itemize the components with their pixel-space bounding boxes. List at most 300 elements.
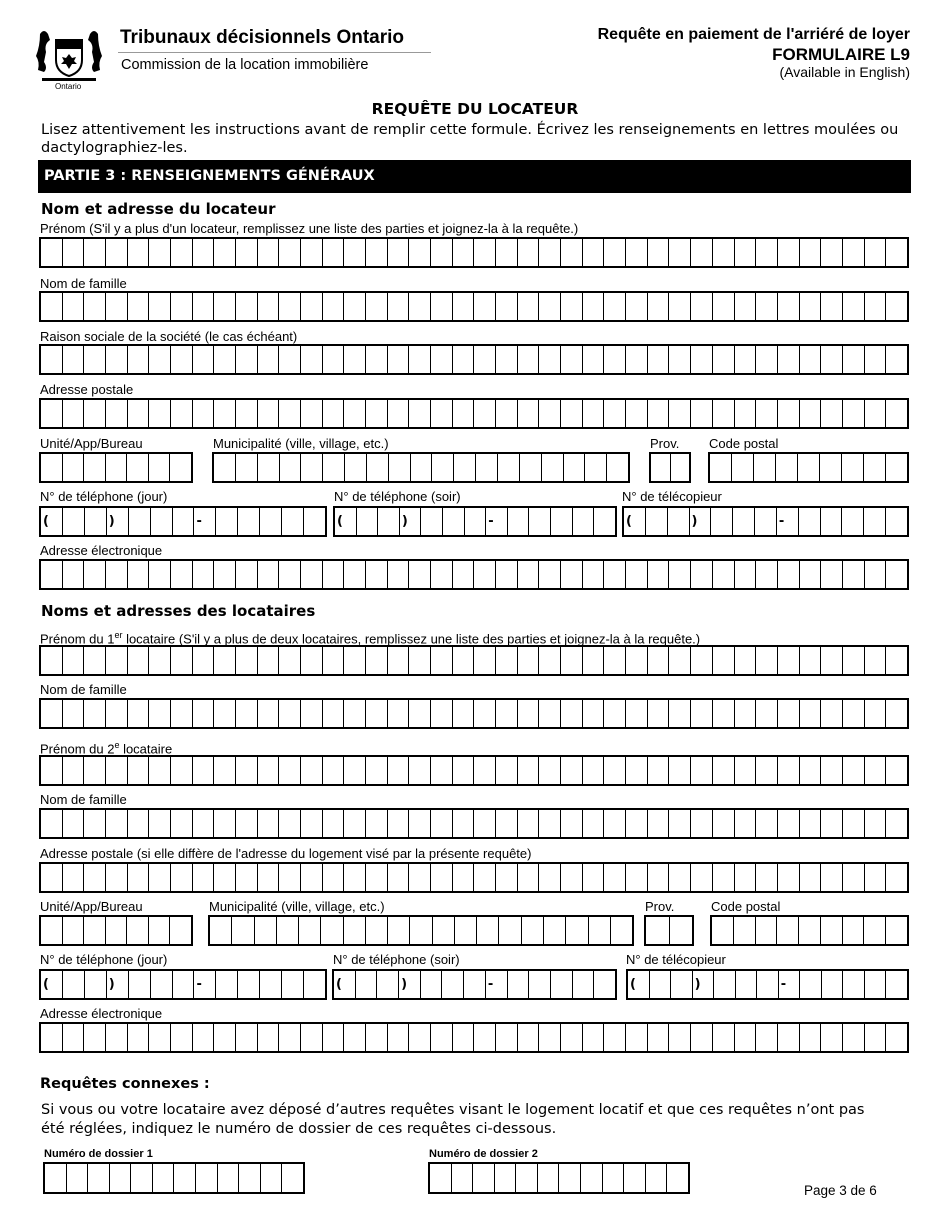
tenant-unit-field[interactable] [39,915,193,946]
char-box[interactable] [713,237,735,268]
digit-box[interactable] [151,969,173,1000]
char-box[interactable] [669,808,691,839]
char-box[interactable] [474,344,496,375]
char-box[interactable] [735,755,757,786]
char-box[interactable] [41,698,63,729]
char-box[interactable] [539,1022,561,1053]
char-box[interactable] [127,452,149,483]
char-box[interactable] [344,755,366,786]
char-box[interactable] [518,398,540,429]
tenant-phone-day-field[interactable] [39,969,327,1000]
char-box[interactable] [886,291,909,322]
digit-box[interactable] [85,969,107,1000]
digit-box[interactable] [260,506,282,537]
char-box[interactable] [279,344,301,375]
char-box[interactable] [453,698,475,729]
char-box[interactable] [518,559,540,590]
char-box[interactable] [301,452,323,483]
char-box[interactable] [886,237,909,268]
digit-box[interactable] [573,506,595,537]
char-box[interactable] [388,398,410,429]
char-box[interactable] [518,808,540,839]
char-box[interactable] [604,291,626,322]
digit-box[interactable] [711,506,733,537]
char-box[interactable] [821,1022,843,1053]
char-box[interactable] [496,237,518,268]
digit-box[interactable] [800,969,822,1000]
char-box[interactable] [433,915,455,946]
char-box[interactable] [798,452,820,483]
char-box[interactable] [321,915,343,946]
digit-box[interactable] [821,506,843,537]
char-box[interactable] [84,862,106,893]
char-box[interactable] [756,344,778,375]
char-box[interactable] [128,645,150,676]
char-box[interactable] [713,808,735,839]
char-box[interactable] [589,915,611,946]
char-box[interactable] [843,398,865,429]
char-box[interactable] [539,237,561,268]
char-box[interactable] [366,291,388,322]
digit-box[interactable] [864,506,886,537]
char-box[interactable] [84,645,106,676]
char-box[interactable] [323,559,345,590]
char-box[interactable] [583,237,605,268]
landlord-company-field[interactable] [39,344,909,375]
char-box[interactable] [453,237,475,268]
char-box[interactable] [821,808,843,839]
char-box[interactable] [236,452,258,483]
char-box[interactable] [239,1162,261,1194]
char-box[interactable] [258,291,280,322]
char-box[interactable] [843,808,865,839]
char-box[interactable] [886,344,909,375]
char-box[interactable] [800,237,822,268]
char-box[interactable] [431,698,453,729]
char-box[interactable] [735,237,757,268]
char-box[interactable] [149,915,171,946]
char-box[interactable] [669,1022,691,1053]
char-box[interactable] [301,645,323,676]
char-box[interactable] [518,755,540,786]
digit-box[interactable] [508,506,530,537]
char-box[interactable] [865,808,887,839]
char-box[interactable] [214,698,236,729]
char-box[interactable] [344,291,366,322]
digit-box[interactable] [282,506,304,537]
landlord-fax-field[interactable] [622,506,909,537]
char-box[interactable] [255,915,277,946]
char-box[interactable] [279,755,301,786]
char-box[interactable] [41,398,63,429]
digit-box[interactable] [671,969,693,1000]
char-box[interactable] [778,808,800,839]
digit-box[interactable] [799,506,821,537]
char-box[interactable] [518,237,540,268]
char-box[interactable] [279,862,301,893]
char-box[interactable] [323,1022,345,1053]
char-box[interactable] [41,915,63,946]
char-box[interactable] [409,237,431,268]
char-box[interactable] [646,1162,668,1194]
char-box[interactable] [756,1022,778,1053]
char-box[interactable] [583,698,605,729]
char-box[interactable] [713,559,735,590]
phone-separator[interactable]: ) [690,506,712,537]
char-box[interactable] [843,698,865,729]
char-box[interactable] [344,559,366,590]
char-box[interactable] [713,755,735,786]
char-box[interactable] [88,1162,110,1194]
char-box[interactable] [258,452,280,483]
char-box[interactable] [843,915,865,946]
char-box[interactable] [106,915,128,946]
phone-separator[interactable]: - [194,969,216,1000]
phone-separator[interactable]: ( [335,506,357,537]
char-box[interactable] [366,645,388,676]
char-box[interactable] [498,452,520,483]
char-box[interactable] [171,645,193,676]
char-box[interactable] [236,808,258,839]
char-box[interactable] [106,862,128,893]
digit-box[interactable] [594,506,617,537]
char-box[interactable] [258,398,280,429]
char-box[interactable] [496,862,518,893]
char-box[interactable] [106,291,128,322]
char-box[interactable] [258,755,280,786]
char-box[interactable] [843,237,865,268]
char-box[interactable] [713,645,735,676]
char-box[interactable] [566,915,588,946]
char-box[interactable] [474,398,496,429]
char-box[interactable] [344,808,366,839]
char-box[interactable] [496,559,518,590]
char-box[interactable] [583,755,605,786]
char-box[interactable] [345,452,367,483]
char-box[interactable] [756,291,778,322]
digit-box[interactable] [465,506,487,537]
char-box[interactable] [171,862,193,893]
char-box[interactable] [193,755,215,786]
char-box[interactable] [41,645,63,676]
char-box[interactable] [539,398,561,429]
char-box[interactable] [193,698,215,729]
char-box[interactable] [691,1022,713,1053]
digit-box[interactable] [378,506,400,537]
tenant-phone-eve-field[interactable] [332,969,617,1000]
char-box[interactable] [800,344,822,375]
char-box[interactable] [258,862,280,893]
char-box[interactable] [604,755,626,786]
char-box[interactable] [886,755,909,786]
digit-box[interactable] [173,969,195,1000]
char-box[interactable] [388,808,410,839]
char-box[interactable] [41,1022,63,1053]
landlord-first-name-field[interactable] [39,237,909,268]
char-box[interactable] [496,291,518,322]
char-box[interactable] [843,645,865,676]
char-box[interactable] [301,808,323,839]
char-box[interactable] [539,698,561,729]
char-box[interactable] [344,344,366,375]
char-box[interactable] [800,398,822,429]
char-box[interactable] [648,291,670,322]
char-box[interactable] [63,237,85,268]
phone-separator[interactable]: - [486,969,508,1000]
char-box[interactable] [734,915,756,946]
char-box[interactable] [691,862,713,893]
char-box[interactable] [149,398,171,429]
char-box[interactable] [756,862,778,893]
char-box[interactable] [279,808,301,839]
char-box[interactable] [648,398,670,429]
char-box[interactable] [193,398,215,429]
char-box[interactable] [431,237,453,268]
char-box[interactable] [671,452,692,483]
char-box[interactable] [474,645,496,676]
char-box[interactable] [193,808,215,839]
digit-box[interactable] [216,506,238,537]
digit-box[interactable] [551,969,573,1000]
char-box[interactable] [410,915,432,946]
char-box[interactable] [453,344,475,375]
char-box[interactable] [128,755,150,786]
char-box[interactable] [474,559,496,590]
char-box[interactable] [604,862,626,893]
digit-box[interactable] [843,969,865,1000]
char-box[interactable] [626,559,648,590]
char-box[interactable] [409,559,431,590]
char-box[interactable] [474,698,496,729]
char-box[interactable] [732,452,754,483]
char-box[interactable] [232,915,254,946]
char-box[interactable] [843,1022,865,1053]
landlord-phone-eve-field[interactable] [333,506,617,537]
char-box[interactable] [756,559,778,590]
char-box[interactable] [388,1022,410,1053]
char-box[interactable] [886,645,909,676]
char-box[interactable] [409,291,431,322]
char-box[interactable] [193,559,215,590]
char-box[interactable] [214,398,236,429]
char-box[interactable] [583,398,605,429]
char-box[interactable] [583,559,605,590]
char-box[interactable] [214,645,236,676]
char-box[interactable] [713,1022,735,1053]
char-box[interactable] [604,398,626,429]
char-box[interactable] [411,452,433,483]
char-box[interactable] [626,862,648,893]
digit-box[interactable] [886,506,909,537]
digit-box[interactable] [443,506,465,537]
char-box[interactable] [63,344,85,375]
char-box[interactable] [170,452,193,483]
char-box[interactable] [149,645,171,676]
char-box[interactable] [409,398,431,429]
digit-box[interactable] [260,969,282,1000]
char-box[interactable] [106,398,128,429]
char-box[interactable] [474,237,496,268]
char-box[interactable] [236,559,258,590]
digit-box[interactable] [755,506,777,537]
char-box[interactable] [626,344,648,375]
digit-box[interactable] [282,969,304,1000]
char-box[interactable] [366,559,388,590]
char-box[interactable] [691,291,713,322]
char-box[interactable] [193,1022,215,1053]
char-box[interactable] [388,698,410,729]
char-box[interactable] [474,755,496,786]
char-box[interactable] [800,808,822,839]
phone-separator[interactable]: ) [107,506,129,537]
digit-box[interactable] [650,969,672,1000]
char-box[interactable] [149,698,171,729]
char-box[interactable] [843,755,865,786]
char-box[interactable] [388,559,410,590]
char-box[interactable] [496,645,518,676]
char-box[interactable] [518,344,540,375]
char-box[interactable] [754,452,776,483]
char-box[interactable] [561,344,583,375]
digit-box[interactable] [529,506,551,537]
char-box[interactable] [84,808,106,839]
char-box[interactable] [648,698,670,729]
char-box[interactable] [559,1162,581,1194]
char-box[interactable] [301,862,323,893]
char-box[interactable] [735,645,757,676]
char-box[interactable] [388,915,410,946]
char-box[interactable] [193,291,215,322]
char-box[interactable] [63,862,85,893]
char-box[interactable] [323,237,345,268]
char-box[interactable] [626,645,648,676]
char-box[interactable] [279,237,301,268]
char-box[interactable] [713,398,735,429]
char-box[interactable] [344,237,366,268]
char-box[interactable] [279,645,301,676]
char-box[interactable] [236,862,258,893]
char-box[interactable] [41,808,63,839]
char-box[interactable] [821,559,843,590]
char-box[interactable] [323,452,345,483]
tenant1-first-name-field[interactable] [39,645,909,676]
char-box[interactable] [432,452,454,483]
char-box[interactable] [474,1022,496,1053]
char-box[interactable] [864,452,886,483]
char-box[interactable] [430,1162,452,1194]
char-box[interactable] [561,698,583,729]
char-box[interactable] [670,915,695,946]
char-box[interactable] [581,1162,603,1194]
char-box[interactable] [583,1022,605,1053]
char-box[interactable] [710,452,732,483]
char-box[interactable] [518,291,540,322]
digit-box[interactable] [238,506,260,537]
digit-box[interactable] [304,969,327,1000]
char-box[interactable] [667,1162,690,1194]
char-box[interactable] [564,452,586,483]
char-box[interactable] [279,559,301,590]
char-box[interactable] [106,808,128,839]
char-box[interactable] [344,645,366,676]
char-box[interactable] [171,344,193,375]
char-box[interactable] [669,398,691,429]
char-box[interactable] [388,344,410,375]
digit-box[interactable] [216,969,238,1000]
char-box[interactable] [409,698,431,729]
char-box[interactable] [496,398,518,429]
char-box[interactable] [41,291,63,322]
char-box[interactable] [261,1162,283,1194]
char-box[interactable] [214,1022,236,1053]
char-box[interactable] [277,915,299,946]
char-box[interactable] [236,398,258,429]
landlord-last-name-field[interactable] [39,291,909,322]
char-box[interactable] [279,291,301,322]
char-box[interactable] [648,645,670,676]
char-box[interactable] [323,344,345,375]
char-box[interactable] [691,755,713,786]
char-box[interactable] [499,915,521,946]
digit-box[interactable] [173,506,195,537]
char-box[interactable] [669,344,691,375]
char-box[interactable] [388,291,410,322]
char-box[interactable] [193,862,215,893]
char-box[interactable] [778,291,800,322]
char-box[interactable] [713,698,735,729]
char-box[interactable] [626,698,648,729]
char-box[interactable] [669,291,691,322]
digit-box[interactable] [594,969,617,1000]
char-box[interactable] [127,915,149,946]
digit-box[interactable] [668,506,690,537]
char-box[interactable] [258,698,280,729]
char-box[interactable] [518,1022,540,1053]
char-box[interactable] [193,237,215,268]
char-box[interactable] [646,915,670,946]
char-box[interactable] [366,862,388,893]
digit-box[interactable] [551,506,573,537]
digit-box[interactable] [886,969,909,1000]
char-box[interactable] [431,808,453,839]
char-box[interactable] [106,344,128,375]
char-box[interactable] [301,291,323,322]
char-box[interactable] [171,808,193,839]
char-box[interactable] [712,915,734,946]
char-box[interactable] [604,645,626,676]
char-box[interactable] [431,344,453,375]
char-box[interactable] [669,559,691,590]
digit-box[interactable] [238,969,260,1000]
char-box[interactable] [691,645,713,676]
char-box[interactable] [496,755,518,786]
char-box[interactable] [323,398,345,429]
char-box[interactable] [366,698,388,729]
digit-box[interactable] [356,969,378,1000]
char-box[interactable] [149,755,171,786]
char-box[interactable] [128,291,150,322]
char-box[interactable] [84,291,106,322]
char-box[interactable] [585,452,607,483]
char-box[interactable] [626,291,648,322]
char-box[interactable] [149,452,171,483]
char-box[interactable] [777,915,799,946]
char-box[interactable] [323,755,345,786]
char-box[interactable] [821,344,843,375]
char-box[interactable] [45,1162,67,1194]
char-box[interactable] [106,237,128,268]
char-box[interactable] [63,291,85,322]
